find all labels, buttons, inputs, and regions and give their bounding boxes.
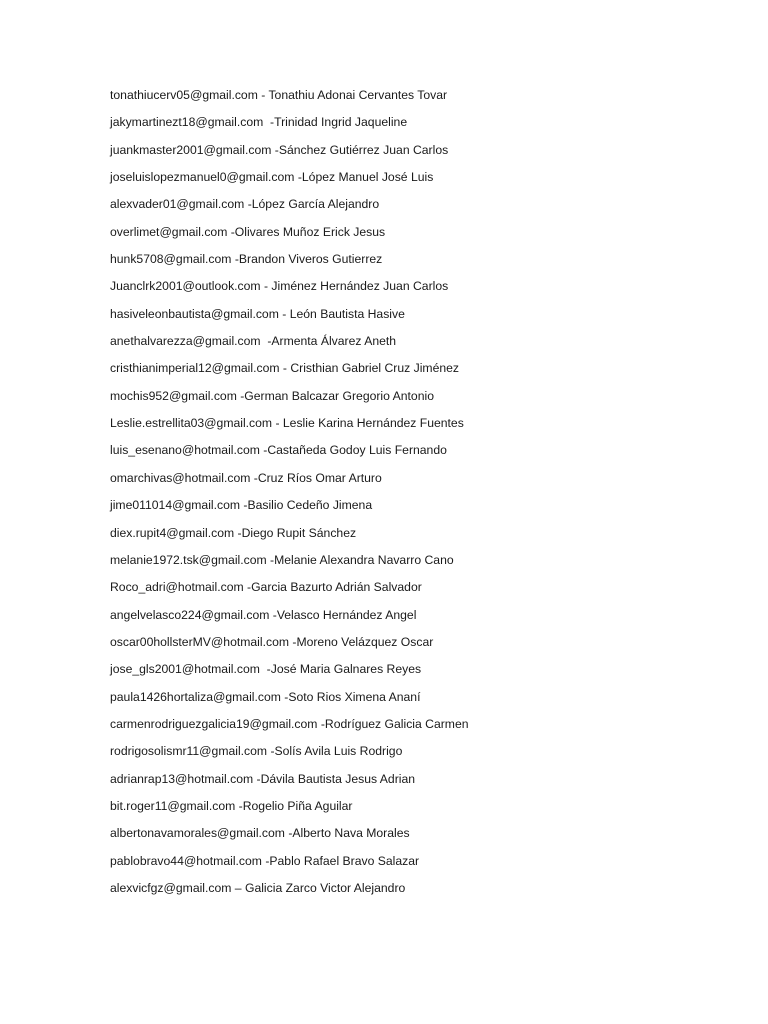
contact-entry: melanie1972.tsk@gmail.com -Melanie Alexandra Navarro Cano	[110, 552, 454, 567]
contact-entry: alexvicfgz@gmail.com – Galicia Zarco Victor Alejandro	[110, 880, 406, 895]
contact-entry: carmenrodriguezgalicia19@gmail.com -Rodríguez Galicia Carmen	[110, 716, 469, 731]
contact-entry: jakymartinezt18@gmail.com -Trinidad Ingrid Jaqueline	[110, 115, 408, 130]
contact-entry: anethalvarezza@gmail.com -Armenta Álvarez Aneth	[110, 334, 397, 349]
contact-entry: pablobravo44@hotmail.com -Pablo Rafael Bravo Salazar	[110, 853, 420, 868]
contact-entry: albertonavamorales@gmail.com -Alberto Nava Morales	[110, 826, 410, 841]
contact-entry: angelvelasco224@gmail.com -Velasco Hernández Angel	[110, 607, 417, 622]
contact-entry: jime011014@gmail.com -Basilio Cedeño Jimena	[110, 498, 373, 513]
contact-entry: diex.rupit4@gmail.com -Diego Rupit Sánchez	[110, 525, 357, 540]
contact-entry: Leslie.estrellita03@gmail.com - Leslie Karina Hernández Fuentes	[110, 416, 464, 431]
contact-entry: jose_gls2001@hotmail.com -José Maria Galnares Reyes	[110, 662, 422, 677]
contact-entry: bit.roger11@gmail.com -Rogelio Piña Aguilar	[110, 798, 353, 813]
contact-entry: Roco_adri@hotmail.com -Garcia Bazurto Adrián Salvador	[110, 580, 422, 595]
contact-entry: hasiveleonbautista@gmail.com - León Bautista Hasive	[110, 306, 405, 321]
contact-entry: adrianrap13@hotmail.com -Dávila Bautista Jesus Adrian	[110, 771, 416, 786]
contact-entry: overlimet@gmail.com -Olivares Muñoz Erick Jesus	[110, 224, 386, 239]
contact-entry: paula1426hortaliza@gmail.com -Soto Rios Ximena Ananí	[110, 689, 421, 704]
contact-entry: alexvader01@gmail.com -López García Alejandro	[110, 197, 380, 212]
contact-entry: juankmaster2001@gmail.com -Sánchez Gutiérrez Juan Carlos	[110, 142, 449, 157]
contact-entry: rodrigosolismr11@gmail.com -Solís Avila Luis Rodrigo	[110, 744, 403, 759]
contact-entry: mochis952@gmail.com -German Balcazar Gregorio Antonio	[110, 388, 434, 403]
contact-list	[110, 86, 469, 906]
contact-entry: cristhianimperial12@gmail.com - Cristhian Gabriel Cruz Jiménez	[110, 361, 459, 376]
contact-entry: omarchivas@hotmail.com -Cruz Ríos Omar Arturo	[110, 470, 382, 485]
contact-entry: hunk5708@gmail.com -Brandon Viveros Gutierrez	[110, 252, 383, 267]
contact-entry: joseluislopezmanuel0@gmail.com -López Manuel José Luis	[110, 170, 434, 185]
contact-entry: oscar00hollsterMV@hotmail.com -Moreno Velázquez Oscar	[110, 634, 434, 649]
contact-entry: tonathiucerv05@gmail.com - Tonathiu Adonai Cervantes Tovar	[110, 88, 448, 102]
contact-entry: Juanclrk2001@outlook.com - Jiménez Hernández Juan Carlos	[110, 279, 449, 294]
contact-entry: luis_esenano@hotmail.com -Castañeda Godoy Luis Fernando	[110, 443, 447, 458]
